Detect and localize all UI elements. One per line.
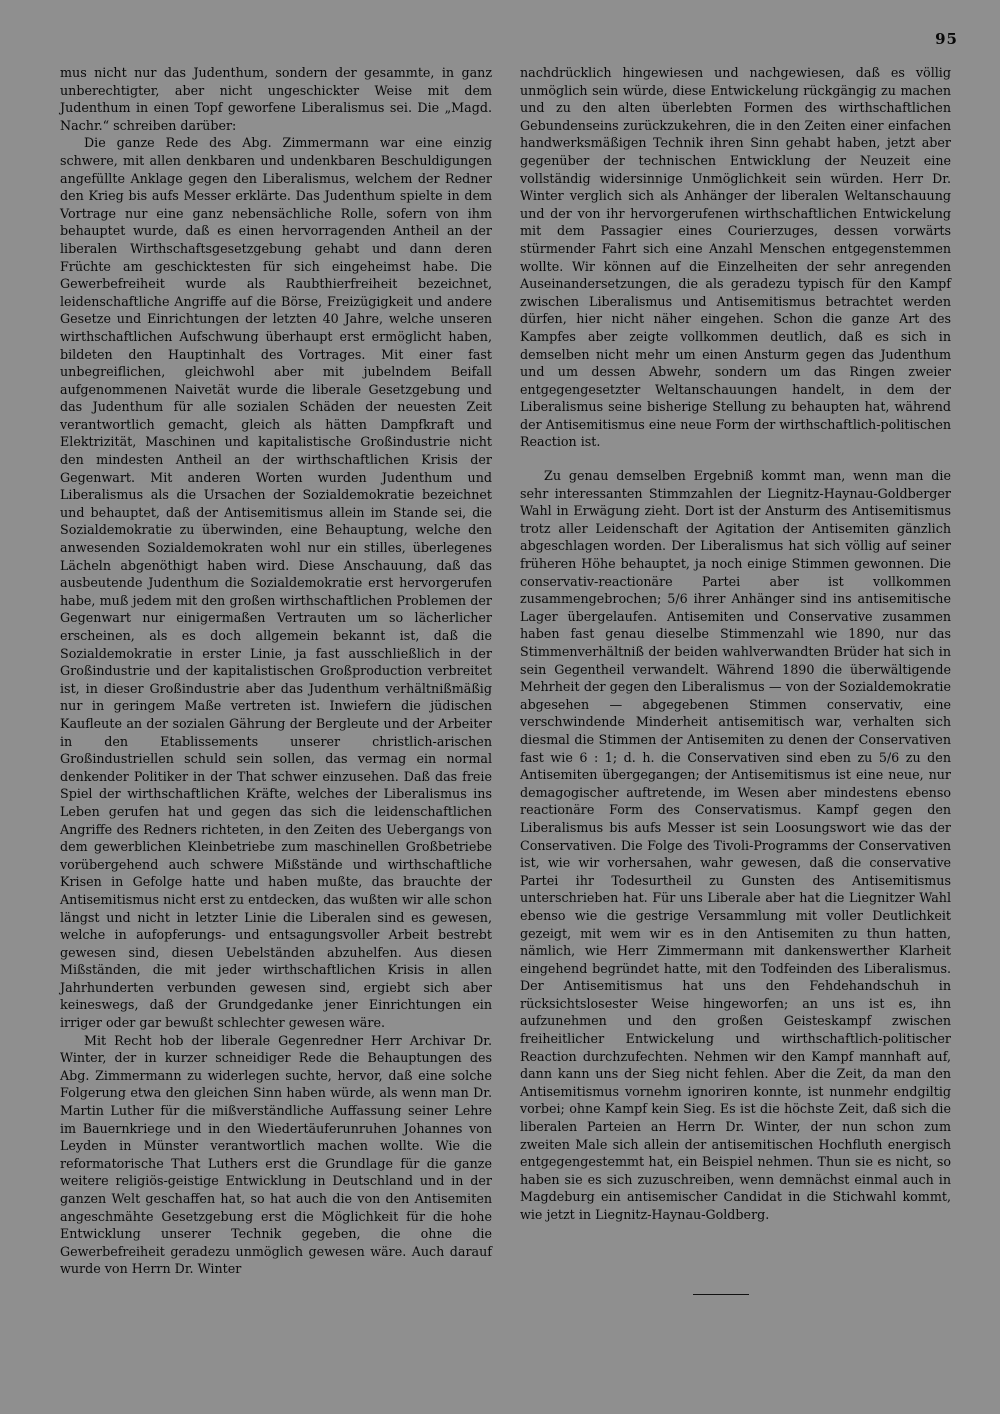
page-number: 95 xyxy=(935,30,958,48)
left-paragraph-winter: Mit Recht hob der liberale Gegenredner Herr Archivar Dr. Winter, der in kurzer schneidiger Rede die Behauptungen des Abg. Zimmermann zu widerlegen suchte, hervor, daß eine solche Folgerung etwa den gleichen Sinn haben würde, als wenn man Dr. Martin Luther für die mißverständliche Auffassung seiner Lehre im Bauernkriege und in den Wiedertäuferunruhen Johannes von Leyden in Münster verantwortlich machen wollte. Wie die reformatorische That Luthers erst die Grundlage für die ganze weitere religiös-geistige Entwicklung in Deutschland und in der ganzen Welt geschaffen hat, so hat auch die von den Antisemiten angeschmähte Gesetzgebung erst die Möglichkeit für die hohe Entwicklung unserer Technik gegeben, die ohne die Gewerbefreiheit geradezu unmöglich gewesen wäre. Auch darauf wurde von Herrn Dr. Winter xyxy=(60,1032,492,1277)
right-paragraph-election: Zu genau demselben Ergebniß kommt man, wenn man die sehr interessanten Stimmzahlen der Liegnitz-Haynau-Goldberger Wahl in Erwägung zieht. Dort ist der Ansturm des Antisemitismus trotz aller Leidenschaft der Agitation der Antisemiten gänzlich abgeschlagen worden. Der Liberalismus hat sich völlig auf seiner früheren Höhe behauptet, ja noch einige Stimmen gewonnen. Die conservativ-reactionäre Partei aber ist vollkommen zusammengebrochen; 5/6 ihrer Anhänger sind ins antisemitische Lager übergelaufen. Antisemiten und Conservative zusammen haben fast genau dieselbe Stimmenzahl wie 1890, nur das Stimmenverhältniß der beiden wahlverwandten Brüder hat sich in sein Gegentheil verwandelt. Während 1890 die überwältigende Mehrheit der gegen den Liberalismus — von der Sozialdemokratie abgesehen — abgegebenen Stimmen conservativ, eine verschwindende Minderheit antisemitisch war, verhalten sich diesmal die Stimmen der Antisemiten zu denen der Conservativen fast wie 6 : 1; d. h. die Conservativen sind eben zu 5/6 zu den Antisemiten übergegangen; der Antisemitismus ist eine neue, nur demagogischer auftretende, im Wesen aber mindestens ebenso reactionäre Form des Conservatismus. Kampf gegen den Liberalismus bis aufs Messer ist sein Loosungswort wie das der Conservativen. Die Folge des Tivoli-Programms der Conservativen ist, wie wir vorhersahen, wahr gewesen, daß die conservative Partei ihr Todesurtheil zu Gunsten des Antisemitismus unterschrieben hat. Für uns Liberale aber hat die Liegnitzer Wahl ebenso wie die gestrige Versammlung mit voller Deutlichkeit gezeigt, mit wem wir es in den Antisemiten zu thun hatten, nämlich, wie Herr Zimmermann mit dankenswerther Klarheit eingehend begründet hatte, mit den Todfeinden des Liberalismus. Der Antisemitismus hat uns den Fehdehandschuh in rücksichtslosester Weise hingeworfen; an uns ist es, ihn aufzunehmen und den großen Geisteskampf zwischen freiheitlicher Entwickelung und wirthschaftlich-politischer Reaction durchzufechten. Nehmen wir den Kampf mannhaft auf, dann kann uns der Sieg nicht fehlen. Aber die Zeit, da man den Antisemitismus vornehm ignoriren konnte, ist nunmehr endgiltig vorbei; ohne Kampf kein Sieg. Es ist die höchste Zeit, daß sich die liberalen Parteien an Herrn Dr. Winter, der nun schon zum zweiten Male sich allein der antisemitischen Hochfluth energisch entgegengestemmt hat, ein Beispiel nehmen. Thun sie es nicht, so haben sie es sich zuzuschreiben, wenn demnächst einmal auch in Magdeburg ein antisemischer Candidat in die Stichwahl kommt, wie jetzt in Liegnitz-Haynau-Goldberg. xyxy=(520,468,951,1222)
left-paragraph-quote: Die ganze Rede des Abg. Zimmermann war eine einzig schwere, mit allen denkbaren und undenkbaren Beschuldigungen angefüllte Anklage gegen den Liberalismus, welchem der Redner den Krieg bis aufs Messer erklärte. Das Judenthum spielte in dem Vortrage nur eine ganz nebensächliche Rolle, sofern von ihm behauptet wurde, daß es einen hervorragenden Antheil an der liberalen Wirthschaftsgesetzgebung gehabt und dann deren Früchte am geschicktesten für sich eingeheimst habe. Die Gewerbefreiheit wurde als Raubthierfreiheit bezeichnet, leidenschaftliche Angriffe auf die Börse, Freizügigkeit und andere Gesetze und Einrichtungen der letzten 40 Jahre, welche unseren wirthschaftlichen Aufschwung überhaupt erst ermöglicht haben, bildeten den Hauptinhalt des Vortrages. Mit einer fast unbegreiflichen, gleichwohl aber mit jubelndem Beifall aufgenommenen Naivetät wurde die liberale Gesetzgebung und das Judenthum für alle sozialen Schäden der neuesten Zeit verantwortlich gemacht, gleich als hätten Dampfkraft und Elektrizität, Maschinen und kapitalistische Großindustrie nicht den mindesten Antheil an der wirthschaftlichen Krisis der Gegenwart. Mit anderen Worten wurden Judenthum und Liberalismus als die Ursachen der Sozialdemokratie bezeichnet und behauptet, daß der Antisemitismus allein im Stande sei, die Sozialdemokratie zu überwinden, eine Behauptung, welche den anwesenden Sozialdemokraten wohl nur ein stilles, überlegenes Lächeln abgenöthigt haben wird. Diese Anschauung, daß das ausbeutende Judenthum die Sozialdemokratie erst hervorgerufen habe, muß jedem mit den großen wirthschaftlichen Problemen der Gegenwart nur einigermaßen Vertrauten um so lächerlicher erscheinen, als es doch allgemein bekannt ist, daß die Sozialdemokratie in erster Linie, ja fast ausschließlich in der Großindustrie und der kapitalistischen Großproduction verbreitet ist, in dieser Großindustrie aber das Judenthum verhältnißmäßig nur in geringem Maße vertreten ist. Inwiefern die jüdischen Kaufleute an der sozialen Gährung der Bergleute und der Arbeiter in den Etablissements unserer christlich-arischen Großindustriellen schuld sein sollen, das vermag ein normal denkender Politiker in der That schwer einzusehen. Daß das freie Spiel der wirthschaftlichen Kräfte, welches der Liberalismus ins Leben gerufen hat und gegen das sich die leidenschaftlichen Angriffe des Redners richteten, in den Zeiten des Uebergangs von dem gewerblichen Kleinbetriebe zum maschinellen Großbetriebe vorübergehend auch schwere Mißstände und wirthschaftliche Krisen in Gefolge hatte und haben mußte, das brauchte der Antisemitismus nicht erst zu entdecken, das wußten wir alle schon längst und nicht in letzter Linie die Liberalen sind es gewesen, welche in aufopferungs- und entsagungsvoller Arbeit bestrebt gewesen sind, diesen Uebelständen abzuhelfen. Aus diesen Mißständen, die mit jeder wirthschaftlichen Krisis in allen Jahrhunderten verbunden gewesen sind, ergiebt sich aber keineswegs, daß der Grundgedanke jener Einrichtungen ein irriger oder gar bewußt schlechter gewesen wäre. xyxy=(60,135,492,1031)
end-rule xyxy=(693,1294,749,1295)
right-column xyxy=(520,64,951,1224)
left-paragraph-intro: mus nicht nur das Judenthum, sondern der gesammte, in ganz unberechtigter, aber nicht ungeschickter Weise mit dem Judenthum in einen Topf geworfene Liberalismus sei. Die „Magd. Nachr.“ schreiben darüber: xyxy=(60,65,492,133)
right-paragraph-continuation: nachdrücklich hingewiesen und nachgewiesen, daß es völlig unmöglich sein würde, diese Entwickelung rückgängig zu machen und zu den alten überlebten Formen des wirthschaftlichen Gebundenseins zurückzukehren, die in den Zeiten einer einfachen handwerksmäßigen Technik ihren Sinn gehabt haben, jetzt aber gegenüber der technischen Entwicklung der Neuzeit eine vollständig widersinnige Unmöglichkeit sein würden. Herr Dr. Winter verglich sich als Anhänger der liberalen Weltanschauung und der von ihr hervorgerufenen wirthschaftlichen Entwickelung mit dem Passagier eines Courierzuges, dessen vorwärts stürmender Fahrt sich eine Anzahl Menschen entgegenstemmen wollte. Wir können auf die Einzelheiten der sehr anregenden Auseinandersetzungen, die als geradezu typisch für den Kampf zwischen Liberalismus und Antisemitismus betrachtet werden dürfen, hier nicht näher eingehen. Schon die ganze Art des Kampfes aber zeigte vollkommen deutlich, daß es sich in demselben nicht mehr um einen Ansturm gegen das Judenthum und um dessen Abwehr, sondern um das Ringen zweier entgegengesetzter Weltanschauungen handelt, in dem der Liberalismus seine bisherige Stellung zu behaupten hat, während der Antisemitismus eine neue Form der wirthschaftlich-politischen Reaction ist. xyxy=(520,65,951,450)
left-column xyxy=(60,64,492,1278)
